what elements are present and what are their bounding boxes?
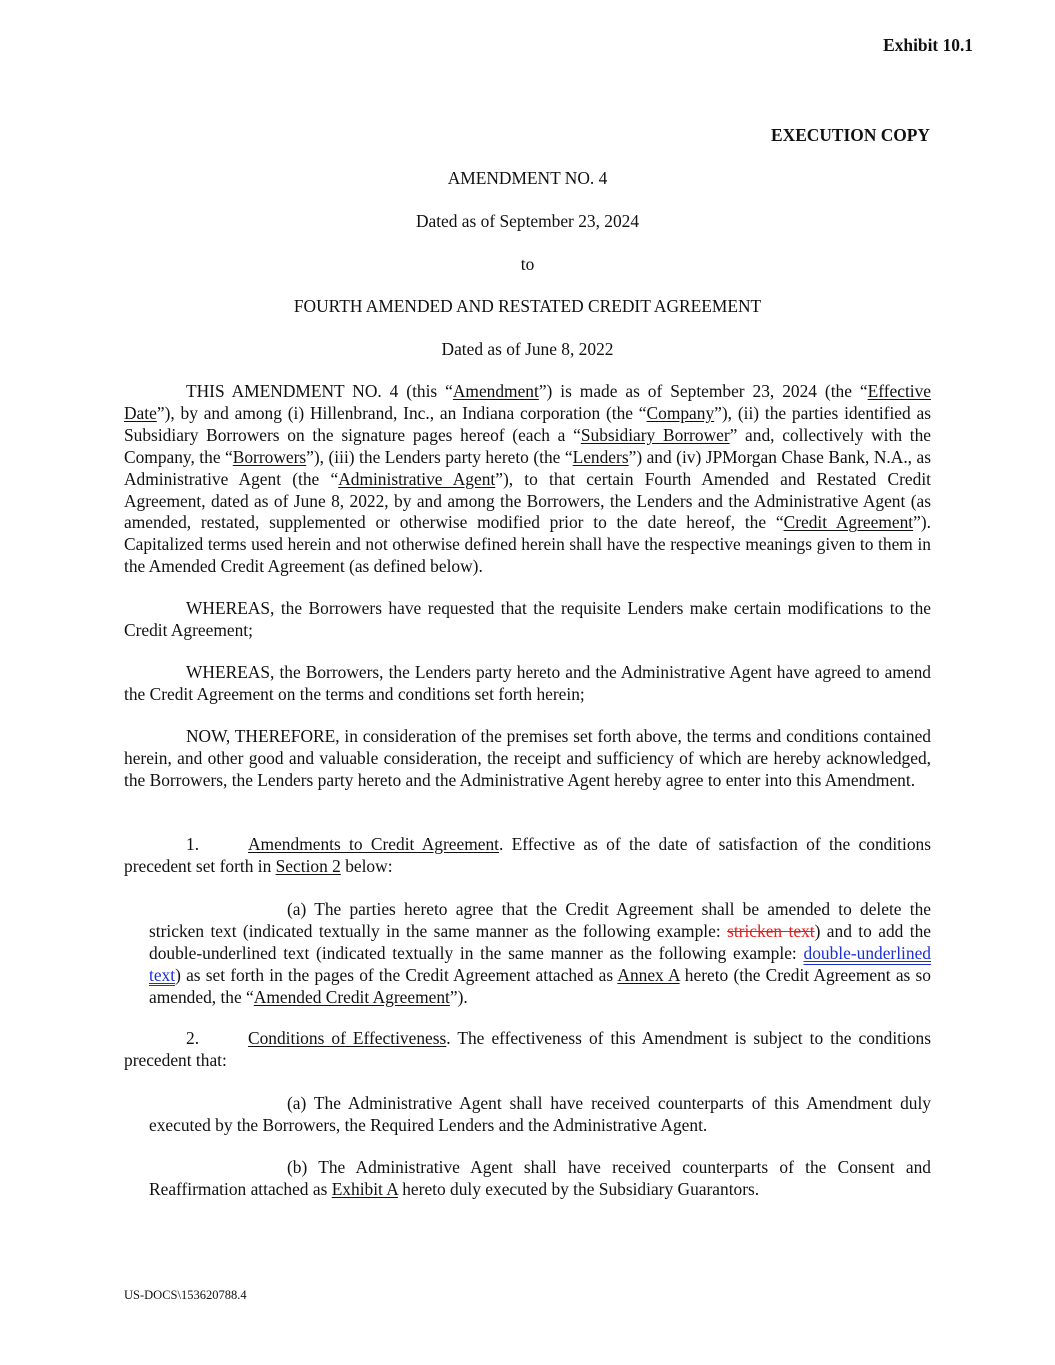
agreement-date: Dated as of June 8, 2022 (441, 339, 614, 359)
defined-term: Subsidiary Borrower (580, 424, 730, 445)
section-heading: Conditions of Effectiveness (248, 1028, 447, 1048)
section-2: 2. Conditions of Effectiveness. The effectiveness of this Amendment is subject to the conditions precedent that: (124, 1028, 931, 1070)
stricken-text-example: stricken text (727, 920, 815, 941)
section-1a: (a) The parties hereto agree that the Credit Agreement shall be amended to delete the stricken text (indicated textually in the same manner as the following example: stricken text) and to add the double-underlined text (indicated textually in the same manner as the following example: double-underlined text) as set forth in the pages of the Credit Agreement attached as Annex A hereto (the Credit Agreement as so amended, the “Amended Credit Agreement”). (149, 899, 931, 1007)
section-2b: (b) The Administrative Agent shall have received counterparts of the Consent and Reaffirmation attached as Exhibit A hereto duly executed by the Subsidiary Guarantors. (149, 1157, 931, 1199)
intro-paragraph: THIS AMENDMENT NO. 4 (this “Amendment”) is made as of September 23, 2024 (the “Effective Date”), by and among (i) Hillenbrand, Inc., an Indiana corporation (the “Company”), (ii) the parties identified as Subsidiary Borrowers on the signature pages hereof (each a “Subsidiary Borrower” and, collectively with the Company, the “Borrowers”), (iii) the Lenders party hereto (the “Lenders”) and (iv) JPMorgan Chase Bank, N.A., as Administrative Agent (the “Administrative Agent”), to that certain Fourth Amended and Restated Credit Agreement, dated as of June 8, 2022, by and among the Borrowers, the Lenders and the Administrative Agent (as amended, restated, supplemented or otherwise modified prior to the date hereof, the “Credit Agreement”). Capitalized terms used herein and not otherwise defined herein shall have the respective meanings given to them in the Amended Credit Agreement (as defined below). (124, 381, 932, 577)
whereas-paragraph-2: WHEREAS, the Borrowers, the Lenders party hereto and the Administrative Agent have agreed to amend the Credit Agreement on the terms and conditions set forth herein; (124, 662, 931, 704)
agreement-title: FOURTH AMENDED AND RESTATED CREDIT AGREEMENT (293, 296, 762, 316)
section-2a: (a) The Administrative Agent shall have received counterparts of this Amendment duly executed by the Borrowers, the Required Lenders and the Administrative Agent. (149, 1093, 931, 1135)
defined-term: Amended Credit Agreement (253, 986, 450, 1007)
title-connector: to (520, 254, 535, 274)
section-1: 1. Amendments to Credit Agreement. Effective as of the date of satisfaction of the conditions precedent set forth in Section 2 below: (124, 834, 931, 876)
now-therefore-paragraph: NOW, THEREFORE, in consideration of the premises set forth above, the terms and conditions contained herein, and other good and valuable consideration, the receipt and sufficiency of which are hereby acknowledged, the Borrowers, the Lenders party hereto and the Administrative Agent hereby agree to enter into this Amendment. (124, 726, 931, 790)
section-reference: Section 2 (275, 855, 341, 876)
defined-term: Administrative Agent (338, 468, 496, 489)
document-id: US-DOCS\153620788.4 (124, 1288, 247, 1302)
section-heading: Amendments to Credit Agreement (248, 834, 499, 854)
annex-reference: Annex A (617, 964, 680, 985)
double-underlined-text-example: double-underlined text (149, 942, 931, 985)
exhibit-label: Exhibit 10.1 (883, 35, 973, 55)
execution-copy-label: EXECUTION COPY (771, 125, 930, 145)
amendment-date: Dated as of September 23, 2024 (415, 211, 640, 231)
whereas-paragraph-1: WHEREAS, the Borrowers have requested that the requisite Lenders make certain modifications to the Credit Agreement; (124, 598, 931, 640)
defined-term: Credit Agreement (783, 512, 914, 533)
amendment-title: AMENDMENT NO. 4 (447, 168, 608, 188)
defined-term: Company (646, 402, 715, 423)
section-number: 1. (186, 834, 200, 854)
defined-term: Borrowers (232, 446, 307, 467)
defined-term: Lenders (572, 446, 629, 467)
defined-term: Effective Date (124, 381, 932, 423)
defined-term: Amendment (452, 381, 539, 401)
exhibit-reference: Exhibit A (331, 1178, 398, 1199)
section-number: 2. (186, 1028, 200, 1048)
